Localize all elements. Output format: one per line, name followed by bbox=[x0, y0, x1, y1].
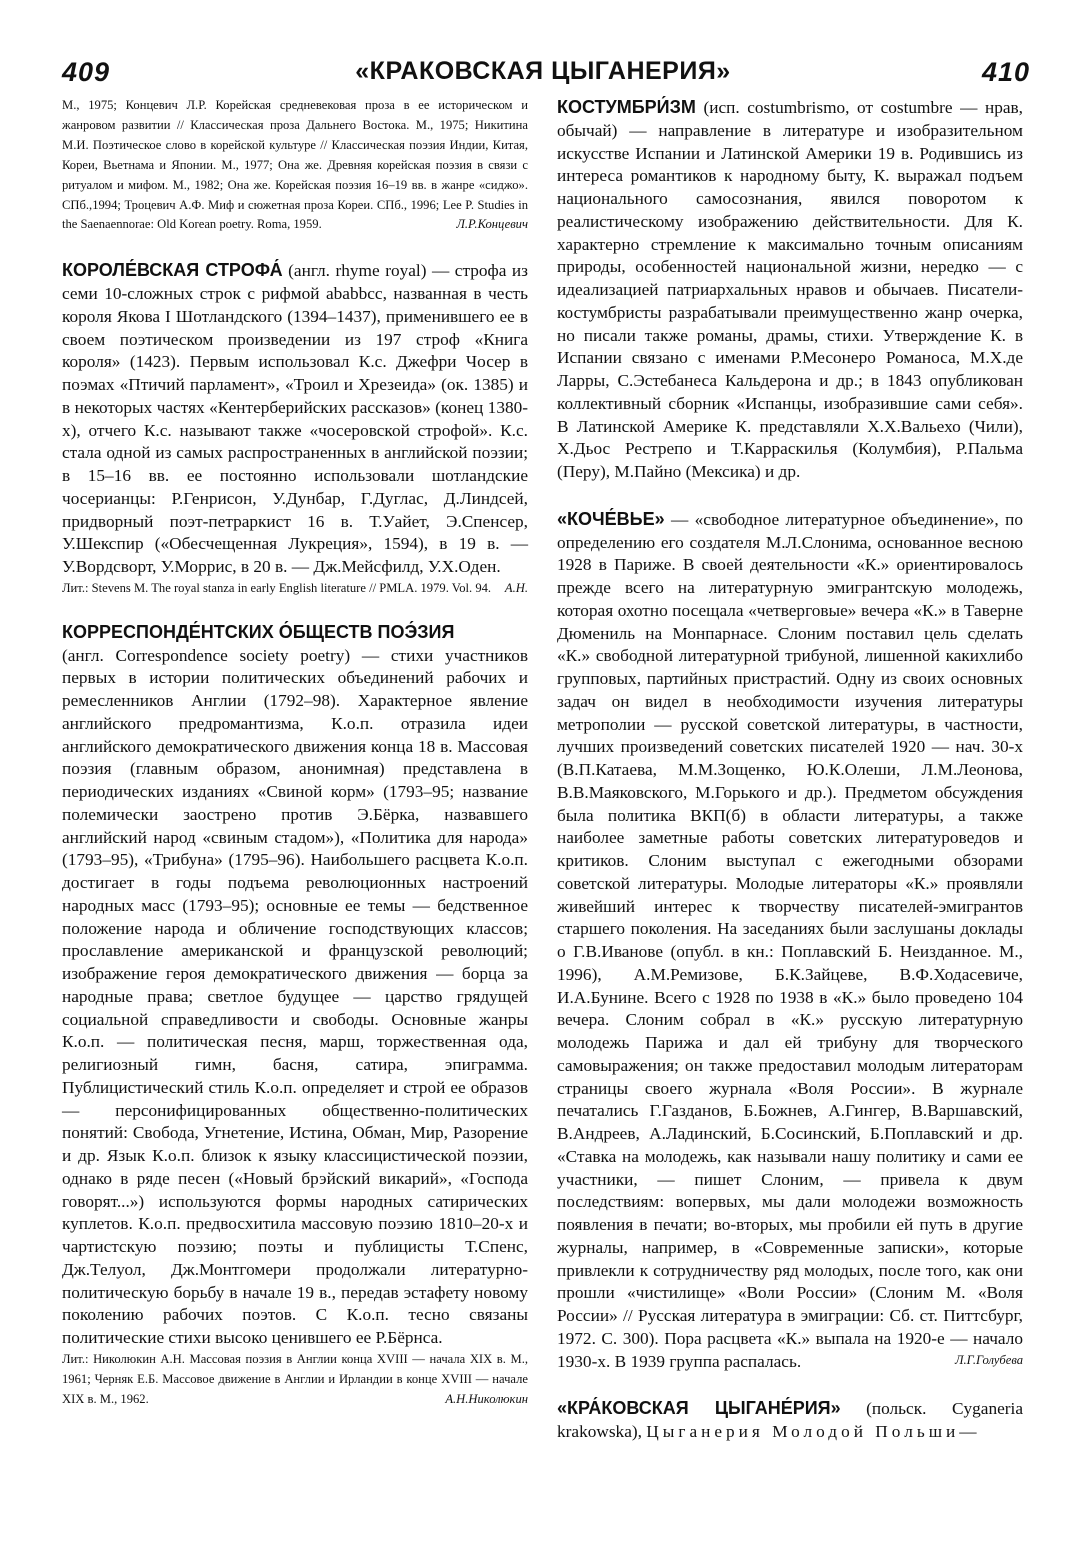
literature-text: Лит.: Stevens M. The royal stanza in early English literature // PMLA. 1979. Vol. 94. bbox=[62, 580, 492, 595]
dash: — bbox=[959, 1422, 977, 1441]
entry-author: Л.Г.Голубева bbox=[954, 1352, 1023, 1367]
entry-text: (англ. Correspondence society poetry) — стихи участников первых в истории политических объединений рабочих и ремесленников Англии (1792–98). Характерное явление английского предромантизма, К.о.п. отразила идеи английского демократического движения конца 18 в. Массовая поэзия (главным образом, анонимная) представлена в периодических изданиях «Свиной корм» (1793–95; название полемически заострено против Э.Бёрка, назвавшего английский народ «свиным стадом»), «Политика для народа» (1793–95), «Трибуна» (1795–96). Наибольшего расцвета К.о.п. достигает в годы подъема революционных настроений народных масс (1793–95); основные ее темы — бедственное положение народа и обличение господствующих классов; прославление американской и французской революций; изображение героя демократического движения — борца за народные права; светлое будущее — царство грядущей социальной справедливости и свободы. Основные жанры К.о.п. — политическая песня, марш, торжественная ода, религиозный гимн, басня, сатира, эпиграмма. Публицистический стиль К.о.п. определяет и строй ее образов — персонифицированных общественно-политических понятий: Свобода, Угнетение, Истина, Обман, Мир, Разорение и др. Язык К.о.п. близок к языку классицистической поэзии, однако в ряде песен («Новый брэйский викарий», «Господа говорят...») используются формы народных сатирических куплетов. К.о.п. предвосхитила массовую поэзию 1810–20-х и чартистскую поэзию; поэты и публицисты Т.Спенс, Дж.Телуол, Дж.Монтгомери продолжали литературно-политическую борьбу в начале 19 в., передав эстафету новому поколению рабочих поэтов. С К.о.п. тесно связаны политические стихи высоко ценившего ее Р.Бёрнса. bbox=[62, 645, 528, 1347]
page-header bbox=[0, 0, 1086, 90]
entry-costumbrismo bbox=[557, 96, 1023, 484]
entry-kochevye bbox=[557, 508, 1023, 1374]
headword: «КОЧЕ́ВЬЕ» bbox=[557, 508, 665, 529]
entry-author: А.Н. bbox=[504, 580, 528, 595]
entry-author: А.Н.Николюкин bbox=[445, 1391, 528, 1406]
spaced-term: Цыганерия Молодой Польши bbox=[646, 1422, 960, 1441]
entry-author: Л.Р.Концевич bbox=[456, 217, 528, 232]
reference-continuation bbox=[62, 96, 528, 235]
entry-text: (англ. rhyme royal) — строфа из семи 10-сложных строк с рифмой ababbcc, названная в честь короля Якова I Шотландского (1394–1437), применившего ее в своем поэтическом произведении из 197 строф «Книга короля» (1423). Первым использовал К.с. Джефри Чосер в поэмах «Птичий парламент», «Троил и Хрезеида» (ок. 1385) и в некоторых частях «Кентерберийских рассказов» (конец 1380-х), отчего К.с. называют также «чосеровской строфой». К.с. стала одной из самых распространенных в английской поэзии; в 15–16 вв. ее постоянно использовали шотландские чосерианцы: Р.Генрисон, У.Дунбар, Г.Дуглас, Д.Линдсей, придворный поэт-петраркист 16 в. Т.Уайет, Э.Спенсер, У.Шекспир («Обесчещенная Лукреция», 1594), в 19 в. — У.Вордсворт, У.Моррис, в 20 в. — Дж.Мейсфилд, У.Х.Оден. bbox=[62, 261, 528, 577]
running-title: «КРАКОВСКАЯ ЦЫГАНЕРИЯ» bbox=[355, 57, 731, 85]
page-number-left: 409 bbox=[62, 57, 111, 87]
left-column bbox=[62, 96, 528, 1409]
entry-correspondence-poetry-head bbox=[62, 621, 528, 645]
entry-correspondence-poetry bbox=[62, 645, 528, 1350]
reference-text: М., 1975; Концевич Л.Р. Корейская средневековая проза в ее историческом и жанровом развитии // Классическая проза Дальнего Востока. М., 1975; Никитина М.И. Поэтическое слово в корейской культуре // Классическая поэзия Индии, Китая, Кореи, Вьетнама и Японии. М., 1977; Она же. Древняя корейская поэзия в связи с ритуалом и мифом. М., 1982; Она же. Корейская поэзия 16–19 вв. в жанре «сиджо». СПб.,1994; Троцевич А.Ф. Миф и сюжетная проза Кореи. СПб., 1996; Lee P. Studies in the Saenaennorae: Old Korean poetry. Roma, 1959. bbox=[62, 98, 528, 232]
headword: КОРОЛЕ́ВСКАЯ СТРОФА́ bbox=[62, 260, 283, 281]
literature-list bbox=[62, 1350, 528, 1410]
headword: КОСТУМБРИ́ЗМ bbox=[557, 97, 696, 117]
entry-text: (исп. costumbrismo, от costumbre — нрав, обычай) — направление в литературе и изобразительном искусстве Испании и Латинской Америки 19 в. Родившись из интереса романтиков к народному быту, К. выражал подъем национального самосознания, явился поворотом к реалистическому изображению действительности. Для К. характерно стремление к максимально точным описаниям природы, особенностей национальной жизни, нередко — с идеализацией патриархальных нравов и обычаев. Писатели-костумбристы разрабатывали преимущественно жанр очерка, но писали также романы, драмы, стихи. Утверждение К. в Испании связано с именами Р.Месонеро Романоса, М.Х.де Ларры, С.Эстебанеса Кальдерона и др.; в 1843 опубликован коллективный сборник «Испанцы, изобразившие сами себя». В Латинской Америке К. представляли Х.Х.Вальехо (Чили), Х.Дьос Рестрепо и Т.Карраскилья (Колумбия), Р.Пальма (Перу), М.Пайно (Мексика) и др. bbox=[557, 98, 1023, 481]
literature-text: Лит.: Николюкин А.Н. Массовая поэзия в Англии конца XVIII — начала XIX в. М., 1961; Черняк Е.Б. Массовое движение в Англии и Ирландии в конце XVIII — начале XIX в. М., 1962. bbox=[62, 1351, 528, 1406]
page-number-right: 410 bbox=[981, 57, 1030, 87]
entry-text: — «свободное литературное объединение», по определению его создателя М.Л.Слонима, основанное весною 1928 в Париже. В своей деятельности «К.» ориентировалось прежде всего на литературную эмигрантскую молодежь, которая охотно посещала «четверговые» вечера «К.» в Таверне Дюмениль на Монпарнасе. Слоним поставил цель сделать «К.» свободной литературной трибуной, лишенной какихлибо групповых, партийных пристрастий. Одну из своих основных задач он видел в необходимости изучения литературы метрополии — русской советской литературы, в частности, лучших произведений советских писателей 1920 — нач. 30-х (В.П.Катаева, М.М.Зощенко, Ю.К.Олеши, Л.М.Леонова, В.В.Маяковского, М.Горького и др.). Предметом обсуждения была политика ВКП(б) в области литературы, а также наиболее заметные работы советских литературоведов и критиков. Слоним выступал с ежегодными обзорами советской литературы. Молодые литераторы «К.» проявляли живейший интерес к творчеству писателей-эмигрантов старшего поколения. На заседаниях были заслушаны доклады о Г.В.Иванове (опубл. в кн.: Поплавский Б. Неизданное. М., 1996), А.М.Ремизове, Б.К.Зайцеве, В.Ф.Ходасевиче, И.А.Бунине. Всего с 1928 по 1938 в «К.» было проведено 104 вечера. Слоним собрал в «К.» русскую литературную молодежь Парижа и дал ей трибуну для творческого самовыражения; он также предоставил молодым литераторам страницы своего журнала «Воля России». В журнале печатались Г.Газданов, Б.Божнев, А.Гингер, В.Варшавский, В.Андреев, А.Ладинский, Б.Сосинский, Б.Поплавский и др. «Ставка на молодежь, как называли нашу политику и сами ее участники, — пишет Слоним, — привела к двум последствиям: вопервых, мы дали молодежи возможность появления в печати; во-вторых, мы пробили ей путь в другие журналы, например, в «Современные записки», которые привлекли к сотрудничеству ряд молодых, после того, как они прошли «чистилище» «Воли России» (Слоним М. «Воля России» // Русская литература в эмиграции: Сб. ст. Питтсбург, 1972. С. 300). Пора расцвета «К.» выпала на 1920-е — начало 1930-х. В 1939 группа распалась. bbox=[557, 509, 1023, 1371]
headword: КОРРЕСПОНДЕ́НТСКИХ О́БЩЕСТВ ПОЭ́ЗИЯ bbox=[62, 621, 455, 642]
right-column bbox=[557, 96, 1023, 1444]
entry-royal-stanza bbox=[62, 259, 528, 579]
literature-list bbox=[62, 579, 528, 599]
entry-text: (польск. Cyganeria krakowska), bbox=[557, 1399, 1023, 1441]
headword: «КРА́КОВСКАЯ ЦЫГАНЕ́РИЯ» bbox=[557, 1398, 841, 1419]
entry-krakow-bohemia bbox=[557, 1397, 1023, 1444]
